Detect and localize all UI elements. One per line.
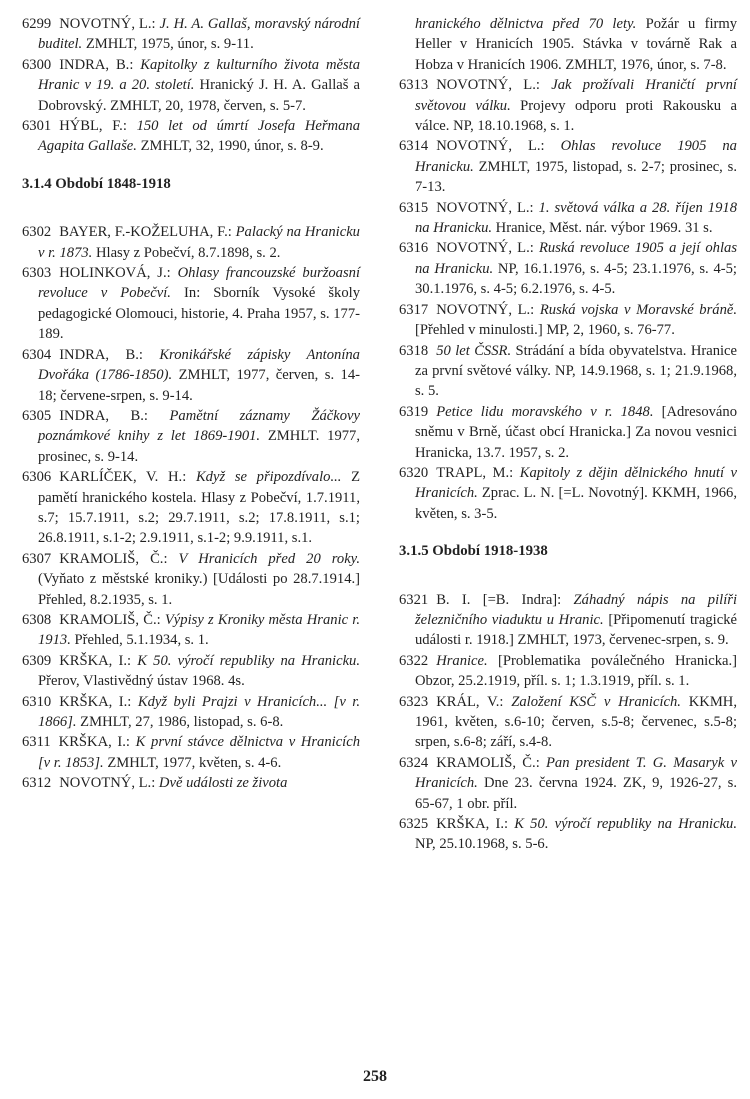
- entry-number: 6299: [22, 16, 52, 32]
- left-column: [22, 14, 360, 794]
- entry-details: Hlasy z Pobečví, 8.7.1898, s. 2.: [95, 244, 281, 261]
- entry-author: INDRA, B.:: [59, 56, 134, 73]
- entry-title: 50 let ČSSR.: [436, 342, 512, 359]
- entry-details: KKMH, 1961, květen, s.6-10; červen, s.5-8; červenec, s.5-8; srpen, s.6-8; září, s.4-8.: [415, 693, 737, 751]
- bibliography-entry: [399, 651, 737, 692]
- entry-details: NP, 16.1.1976, s. 4-5; 23.1.1976, s. 4-5; 30.1.1976, s. 4-5; 6.2.1976, s. 4-5.: [415, 260, 737, 298]
- bibliography-entry-continued: [399, 14, 737, 75]
- entry-details: ZMHLT, 27, 1986, listopad, s. 6-8.: [80, 714, 284, 730]
- entry-title: Dvě události ze života: [158, 775, 288, 792]
- entry-title: Jak prožívali Hraničtí první světovou válku.: [415, 77, 737, 114]
- entry-author: TRAPL, M.:: [436, 464, 514, 481]
- entry-title: Ohlasy francouzské buržoasní revoluce v Pobečví.: [38, 265, 361, 302]
- entry-title: 1. světová válka a 28. říjen 1918 na Hranicku.: [415, 199, 737, 237]
- entry-title: V Hranicích před 20 roky.: [178, 550, 360, 567]
- entry-number: 6314: [399, 138, 429, 155]
- bibliography-entry: [399, 238, 737, 299]
- entry-author: NOVOTNÝ, L.:: [436, 240, 534, 257]
- bibliography-entry: [399, 300, 737, 341]
- entry-number: 6310: [22, 693, 52, 710]
- entry-details: ZMHLT, 32, 1990, únor, s. 8-9.: [140, 138, 324, 155]
- bibliography-entry: [22, 773, 360, 793]
- bibliography-entry: [399, 814, 737, 855]
- bibliography-entry: [22, 55, 360, 116]
- entry-author: KRŠKA, I.:: [58, 734, 130, 751]
- entry-number: 6305: [22, 407, 52, 424]
- entry-number: 6322: [399, 652, 429, 669]
- entry-title: Pamětní záznamy Žáčkovy poznámkové knihy z let 1869-1901.: [38, 407, 360, 445]
- entry-number: 6307: [22, 550, 52, 567]
- entry-author: KRŠKA, I.:: [436, 816, 509, 833]
- entry-author: KARLÍČEK, V. H.:: [59, 469, 187, 486]
- entry-title: Ruská vojska v Moravské bráně.: [539, 301, 737, 318]
- entry-details: [Problematika poválečného Hranicka.] Obzor, 25.2.1919, příl. s. 1; 1.3.1919, příl. s. 1.: [415, 652, 737, 690]
- entry-author: KRAMOLIŠ, Č.:: [436, 754, 540, 771]
- bibliography-entry: [22, 692, 360, 733]
- entry-author: NOVOTNÝ, L.:: [59, 16, 156, 32]
- entry-title: Když byli Prajzi v Hranicích... [v r. 1866].: [38, 693, 361, 730]
- section-heading: 3.1.4 Období 1848-1918: [22, 175, 171, 192]
- bibliography-entry: [399, 753, 737, 814]
- entry-title: Pan president T. G. Masaryk v Hranicích.: [415, 754, 737, 792]
- entry-number: 6319: [399, 403, 429, 420]
- entry-number: 6311: [22, 734, 51, 751]
- entry-title: Palacký na Hranicku v r. 1873.: [38, 224, 360, 261]
- entry-details: [Přehled v minulosti.] MP, 2, 1960, s. 76-77.: [415, 322, 675, 339]
- bibliography-entry: [22, 345, 360, 406]
- entry-number: 6301: [22, 118, 52, 135]
- entry-number: 6323: [399, 693, 429, 710]
- entry-number: 6303: [22, 265, 52, 282]
- entry-author: INDRA, B.:: [59, 346, 143, 363]
- entry-author: KRAMOLIŠ, Č.:: [59, 550, 168, 567]
- entry-number: 6304: [22, 346, 52, 363]
- entry-title: Kapitolky z kulturního života města Hranic v 19. a 20. století.: [38, 56, 361, 94]
- bibliography-entry: [22, 222, 360, 263]
- entry-title: Založení KSČ v Hranicích.: [511, 693, 681, 710]
- entry-title: Výpisy z Kroniky města Hranic r. 1913.: [38, 611, 360, 649]
- bibliography-entry: [399, 198, 737, 239]
- entry-details: Strádání a bída obyvatelstva. Hranice za první světové války. NP, 14.9.1968, s. 1; 21.9.1968, s. 5.: [415, 342, 737, 400]
- entry-number: 6302: [22, 224, 52, 241]
- entry-title: Ohlas revoluce 1905 na Hranicku.: [415, 138, 737, 175]
- entry-author: NOVOTNÝ, L.:: [436, 138, 545, 155]
- entry-details: ZMHLT, 1977, květen, s. 4-6.: [107, 754, 282, 771]
- entry-details: Z pamětí hranického kostela. Hlasy z Pobečví, 1.7.1911, s.7; 15.7.1911, s.2; 29.7.1911, s.2; 17.8.1911, s.1; 26.8.1911, s.1-2; 2.9.1911, s.1-2; 9.9.1911, s.1.: [38, 469, 360, 547]
- entry-author: NOVOTNÝ, L.:: [436, 301, 535, 318]
- bibliography-entry: [399, 341, 737, 402]
- entry-title: Kronikářské zápisky Antonína Dvořáka (1786-1850).: [38, 346, 360, 384]
- entry-title: Hranice.: [436, 652, 488, 669]
- entry-details: [Adresováno sněmu v Brně, účast obcí Hranicka.] Za novou vesnici Hranicka, 13.7. 1957, s. 2.: [415, 403, 737, 461]
- entry-number: 6321: [399, 591, 429, 608]
- entry-title: Záhadný nápis na pilíři železničního viaduktu u Hranic.: [415, 591, 737, 628]
- entry-details: ZMHLT, 1977, červen, s. 14-18; červene-srpen, s. 9-14.: [38, 367, 360, 404]
- bibliography-entry: [22, 116, 360, 157]
- entry-number: 6315: [399, 199, 429, 216]
- entry-number: 6320: [399, 464, 429, 481]
- entry-number: 6325: [399, 816, 429, 833]
- entry-details: Projevy odporu proti Rakousku a válce. NP, 18.10.1968, s. 1.: [415, 97, 737, 135]
- bibliography-entry: [399, 463, 737, 524]
- entry-details: ZMHLT, 1975, listopad, s. 2-7; prosinec, s. 7-13.: [415, 158, 737, 196]
- bibliography-entry: [22, 406, 360, 467]
- entry-details: ZMHLT, 1975, únor, s. 9-11.: [85, 36, 254, 53]
- entry-title: hranického dělnictva před 70 lety.: [415, 16, 637, 32]
- entry-number: 6300: [22, 56, 52, 73]
- page-number: 258: [363, 1068, 387, 1085]
- entry-details: Přehled, 5.1.1934, s. 1.: [74, 632, 209, 649]
- entry-title: 150 let od úmrtí Josefa Heřmana Agapita Gallaše.: [38, 118, 360, 155]
- entry-author: B. I. [=B. Indra]:: [436, 591, 562, 608]
- entry-title: J. H. A. Gallaš, moravský národní buditel.: [38, 16, 360, 53]
- entry-title: Petice lidu moravského v r. 1848.: [436, 403, 654, 420]
- entry-author: INDRA, B.:: [59, 407, 148, 424]
- bibliography-entry: [22, 14, 360, 55]
- entry-number: 6313: [399, 77, 429, 94]
- bibliography-entry: [22, 610, 360, 651]
- entry-details: Hranice, Měst. nár. výbor 1969. 31 s.: [495, 220, 713, 237]
- entry-author: KRŠKA, I.:: [59, 652, 132, 669]
- entry-number: 6306: [22, 469, 52, 486]
- entry-number: 6316: [399, 240, 429, 257]
- bibliography-entry: [399, 402, 737, 463]
- entry-number: 6309: [22, 652, 52, 669]
- entry-number: 6324: [399, 754, 429, 771]
- entry-author: BAYER, F.-KOŽELUHA, F.:: [59, 224, 232, 241]
- entry-title: Když se připozdívalo...: [195, 469, 342, 486]
- entry-details: Hranický J. H. A. Gallaš a Dobrovský. ZMHLT, 20, 1978, červen, s. 5-7.: [38, 77, 361, 114]
- entry-title: K 50. výročí republiky na Hranicku.: [137, 652, 360, 669]
- entry-details: [Připomenutí tragické události r. 1918.] ZMHLT, 1973, červenec-srpen, s. 9.: [415, 611, 737, 649]
- entry-details: In: Sborník Vysoké školy pedagogické Olomouci, historie, 4. Praha 1957, s. 177-189.: [38, 285, 360, 343]
- entry-details: ZMHLT. 1977, prosinec, s. 9-14.: [38, 428, 360, 465]
- entry-number: 6312: [22, 775, 52, 792]
- entry-number: 6318: [399, 342, 429, 359]
- entry-details: Požár u firmy Heller v Hranicích 1905. Stávka v továrně Rak a Hobza v Hranicích 1906. ZMHLT, 1976, únor, s. 7-8.: [415, 16, 738, 73]
- entry-author: NOVOTNÝ, L.:: [436, 199, 534, 216]
- entry-title: Kapitoly z dějin dělnického hnutí v Hranicích.: [415, 464, 737, 502]
- entry-author: NOVOTNÝ, L.:: [59, 775, 156, 792]
- entry-author: HÝBL, F.:: [59, 118, 127, 135]
- entry-details: NP, 25.10.1968, s. 5-6.: [415, 836, 549, 853]
- entry-details: Dne 23. června 1924. ZK, 9, 1926-27, s. 65-67, 1 obr. příl.: [415, 775, 737, 812]
- entry-title: K první stávce dělnictva v Hranicích [v r. 1853].: [38, 734, 360, 771]
- entry-details: Zprac. L. N. [=L. Novotný]. KKMH, 1966, květen, s. 3-5.: [415, 485, 737, 522]
- bibliography-entry: [22, 263, 360, 345]
- section-heading: 3.1.5 Období 1918-1938: [399, 543, 548, 560]
- entry-author: KRAMOLIŠ, Č.:: [59, 611, 161, 628]
- entry-author: NOVOTNÝ, L.:: [436, 77, 540, 94]
- entry-number: 6317: [399, 301, 429, 318]
- entry-author: HOLINKOVÁ, J.:: [59, 265, 171, 282]
- entry-title: Ruská revoluce 1905 a její ohlas na Hranicku.: [415, 240, 737, 277]
- bibliography-entry: [22, 549, 360, 610]
- entry-number: 6308: [22, 611, 52, 628]
- bibliography-entry: [22, 732, 360, 773]
- bibliography-entry: [22, 467, 360, 549]
- bibliography-entry: [399, 590, 737, 651]
- bibliography-entry: [399, 136, 737, 197]
- bibliography-entry: [399, 692, 737, 753]
- entry-details: (Vyňato z městské kroniky.) [Události po 28.7.1914.] Přehled, 8.2.1935, s. 1.: [38, 571, 360, 608]
- entry-author: KRŠKA, I.:: [59, 693, 132, 710]
- bibliography-entry: [22, 651, 360, 692]
- right-column: [399, 14, 737, 855]
- entry-details: Přerov, Vlastivědný ústav 1968. 4s.: [38, 673, 245, 690]
- entry-author: KRÁL, V.:: [436, 693, 504, 710]
- entry-title: K 50. výročí republiky na Hranicku.: [514, 816, 737, 833]
- bibliography-entry: [399, 75, 737, 136]
